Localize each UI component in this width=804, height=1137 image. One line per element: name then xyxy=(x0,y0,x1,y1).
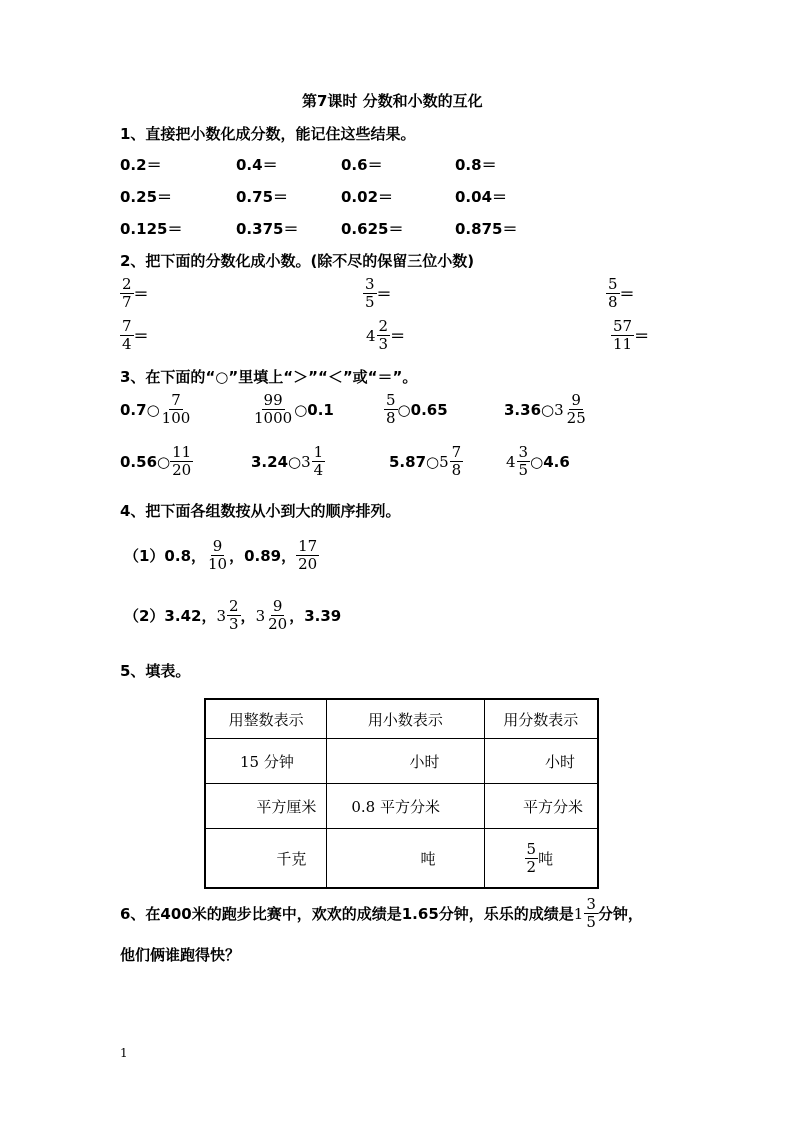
blank-circle: ○ xyxy=(426,452,440,471)
table-header: 用整数表示 xyxy=(205,699,327,739)
table-cell: 吨 xyxy=(327,829,484,889)
q4-group-1: （1）0.8， $\frac{9}{10}$ ，0.89， $\frac{17}{20}$ xyxy=(124,537,318,573)
q6-line-1: 6、在400米的跑步比赛中，欢欢的成绩是1.65分钟，乐乐的成绩是 1 $\frac{3}{5}$ 分钟， xyxy=(120,895,643,931)
q2-heading: 2、把下面的分数化成小数。(除不尽的保留三位小数) xyxy=(120,252,475,270)
q1-item: 0.6＝ xyxy=(341,156,383,174)
table-row xyxy=(205,784,598,829)
table-header: 用分数表示 xyxy=(484,699,598,739)
table-row xyxy=(205,829,598,889)
page-title: 第7课时 分数和小数的互化 xyxy=(302,92,483,110)
q2-item: $\frac{3}{5}$ ＝ xyxy=(365,275,392,311)
q3-item: $\frac{5}{8}$ ○ 0.65 xyxy=(386,391,448,427)
q2-item: 4 $\frac{2}{3}$ ＝ xyxy=(366,317,406,353)
q4-heading: 4、把下面各组数按从小到大的顺序排列。 xyxy=(120,502,401,520)
blank-circle: ○ xyxy=(288,452,302,471)
table-cell: $\frac{5}{2}$ 吨 xyxy=(484,829,598,889)
q1-item: 0.125＝ xyxy=(120,220,183,238)
q3-item: 3.36 ○ 3 $\frac{9}{25}$ xyxy=(504,391,586,427)
q2-item: $\frac{5}{8}$ ＝ xyxy=(608,275,635,311)
q1-item: 0.625＝ xyxy=(341,220,404,238)
q2-item: $\frac{7}{4}$ ＝ xyxy=(122,317,149,353)
blank-circle: ○ xyxy=(397,400,411,419)
q2-item: $\frac{2}{7}$ ＝ xyxy=(122,275,149,311)
q5-heading: 5、填表。 xyxy=(120,662,191,680)
q1-item: 0.2＝ xyxy=(120,156,162,174)
q4-group-2: （2）3.42， 3 $\frac{2}{3}$ ， 3 $\frac{9}{20}$ ，3.39 xyxy=(124,597,342,633)
q1-item: 0.8＝ xyxy=(455,156,497,174)
table-cell: 千克 xyxy=(205,829,327,889)
blank-circle: ○ xyxy=(294,400,308,419)
page-number: 1 xyxy=(120,1046,128,1060)
q1-item: 0.04＝ xyxy=(455,188,508,206)
table-cell: 15 分钟 xyxy=(205,739,327,784)
table-cell: 平方分米 xyxy=(484,784,598,829)
q1-item: 0.02＝ xyxy=(341,188,394,206)
table-header-row xyxy=(205,699,598,739)
table-cell: 0.8 平方分米 xyxy=(327,784,484,829)
q3-item: 0.56 ○ $\frac{11}{20}$ xyxy=(120,443,192,479)
q3-item: 4 $\frac{3}{5}$ ○ 4.6 xyxy=(506,443,570,479)
q3-item: 5.87 ○ 5 $\frac{7}{8}$ xyxy=(389,443,462,479)
q3-item: 0.7 ○ $\frac{7}{100}$ xyxy=(120,391,191,427)
q1-item: 0.875＝ xyxy=(455,220,518,238)
table-cell: 小时 xyxy=(484,739,598,784)
q3-heading: 3、在下面的“○”里填上“＞”“＜”或“＝”。 xyxy=(120,368,418,386)
q1-item: 0.4＝ xyxy=(236,156,278,174)
q1-item: 0.25＝ xyxy=(120,188,173,206)
q2-item: $\frac{57}{11}$ ＝ xyxy=(613,317,650,353)
q6-line-2: 他们俩谁跑得快？ xyxy=(120,946,241,964)
q1-item: 0.375＝ xyxy=(236,220,299,238)
conversion-table xyxy=(204,698,599,889)
table-cell: 平方厘米 xyxy=(205,784,327,829)
table-cell: 小时 xyxy=(327,739,484,784)
q3-item: 3.24 ○ 3 $\frac{1}{4}$ xyxy=(251,443,324,479)
q3-item: $\frac{99}{1000}$ ○ 0.1 xyxy=(254,391,334,427)
table-row xyxy=(205,739,598,784)
q1-item: 0.75＝ xyxy=(236,188,289,206)
table-header: 用小数表示 xyxy=(327,699,484,739)
blank-circle: ○ xyxy=(530,452,544,471)
blank-circle: ○ xyxy=(541,400,555,419)
q1-heading: 1、直接把小数化成分数，能记住这些结果。 xyxy=(120,125,416,143)
blank-circle: ○ xyxy=(157,452,171,471)
blank-circle: ○ xyxy=(146,400,160,419)
